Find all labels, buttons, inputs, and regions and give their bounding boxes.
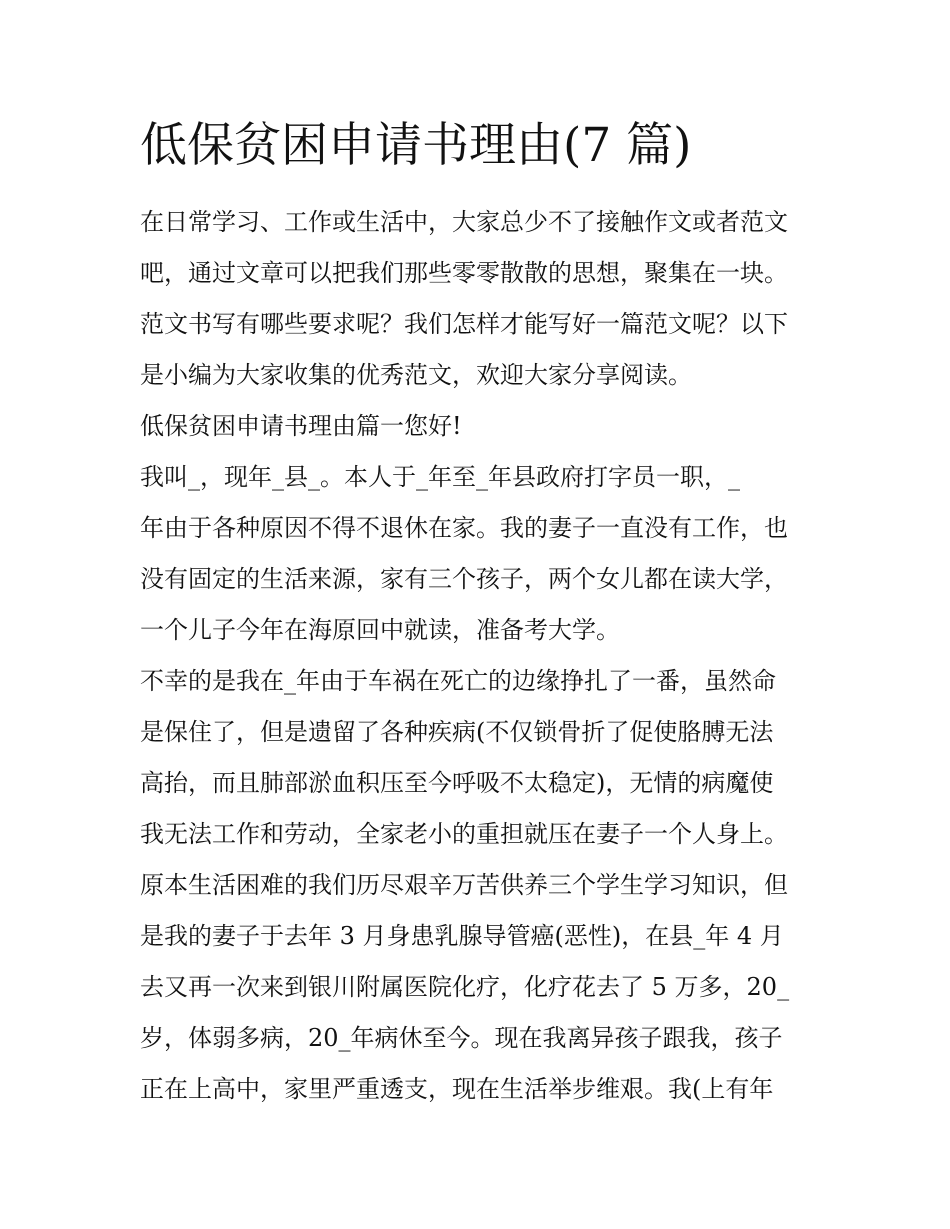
body-line: 原本生活困难的我们历尽艰辛万苦供养三个学生学习知识，但 — [140, 871, 788, 899]
body-line: 在日常学习、工作或生活中，大家总少不了接触作文或者范文 — [140, 208, 788, 236]
body-line: 是小编为大家收集的优秀范文，欢迎大家分享阅读。 — [140, 361, 692, 389]
body-line: 我无法工作和劳动，全家老小的重担就压在妻子一个人身上。 — [140, 820, 788, 848]
body-line: 高抬，而且肺部淤血积压至今呼吸不太稳定)，无情的病魔使 — [140, 769, 774, 797]
body-line: 没有固定的生活来源，家有三个孩子，两个女儿都在读大学， — [140, 565, 788, 593]
document-title: 低保贫困申请书理由(7 篇) — [140, 118, 692, 173]
body-line: 岁，体弱多病，20_年病休至今。现在我离异孩子跟我，孩子 — [140, 1024, 783, 1052]
body-line: 是我的妻子于去年 3 月身患乳腺导管癌(恶性)，在县_年 4 月 — [140, 922, 784, 950]
body-line: 去又再一次来到银川附属医院化疗，化疗花去了 5 万多，20_ — [140, 973, 790, 1001]
body-line: 一个儿子今年在海原回中就读，准备考大学。 — [140, 616, 620, 644]
body-line: 是保住了，但是遗留了各种疾病(不仅锁骨折了促使胳膊无法 — [140, 718, 774, 746]
body-line: 我叫_，现年_县_。本人于_年至_年县政府打字员一职，_ — [140, 463, 740, 491]
body-line: 正在上高中，家里严重透支，现在生活举步维艰。我(上有年 — [140, 1075, 774, 1103]
body-line: 范文书写有哪些要求呢？我们怎样才能写好一篇范文呢？以下 — [140, 310, 788, 338]
body-line: 年由于各种原因不得不退休在家。我的妻子一直没有工作，也 — [140, 514, 788, 542]
body-line: 吧，通过文章可以把我们那些零零散散的思想，聚集在一块。 — [140, 259, 788, 287]
document-body — [140, 197, 820, 1115]
section-heading-line: 低保贫困申请书理由篇一您好! — [140, 412, 462, 440]
body-line: 不幸的是我在_年由于车祸在死亡的边缘挣扎了一番，虽然命 — [140, 667, 776, 695]
